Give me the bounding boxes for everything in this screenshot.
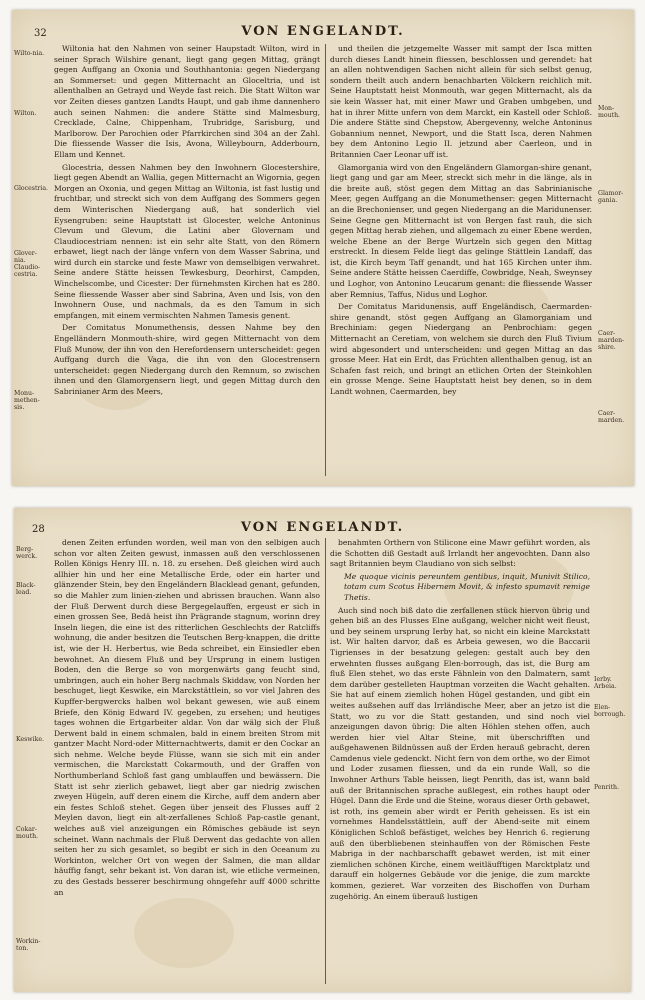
paragraph: Auch sind noch biß dato die zerfallenen stück hiervon übrig und gehen biß an des Flusses Elne außgang, welcher nicht weit fleust, und bey seinem ursprung Ierby hat, so nicht ein kleine Marckstatt ist. Wir halten darvor, daß es Arbeia gewesen, wo die Baccarii Tigrienses in der besatzung gelegen: gestalt auch bey den erwehnten flusses außgang Elen-borrough, das ist, die Burg am fluß Elen stehet, wo das erste Fähnlein von den Dalmatern, samt dem darüber gestelleten Hauptman vorzeiten die Wacht gehalten. Sie hat auf einem ziemlich hohen Hügel gestanden, und gibt ein weites außsehen auff das Irrländische Meer, aber an jetzo ist die Statt, wo zu vor die Statt gestanden, und sind noch viel anzeigungen davon übrig: Die alten Höhlen stehen offen, auch werden hier viel Altar Steine, mit überschrifften und außgehawenen Bildnüssen auß der Erden herauß gebracht, deren Camdenus viele gedenckt. Nicht fern von dem orthe, wo der Eimot und Loder zusamen fliessen, und da ein runde Wall, so die Inwohner Arthurs Table heissen, liegt Penrith, das ist, wann bald auß der Britannischen sprache außlegest, ein rothes haupt oder Hügel. Dann die Erde und die Steine, woraus dieser Orth gebawet, ist roth, ins gemein aber wirdt er Perith geheissen. Es ist ein vornehmes Handelsstättlein, auff der Abend-seite mit einem Königlichen Schloß befästiget, welches bey Henrich 6. regierung auß den überbliebenen steinhauffen von der Römischen Feste Mabriga in der nachbarschafft gebawet werden, ist mit einer ziemlichen schönen Kirche, einem weitläufftigen Marcktplatz und darauff ein holgernes Gebäude vor die jenige, die zum marckte kommen, gezieret. War vorzeiten des Bischoffen von Durham zugehörig. An einem überauß lustigen	[330, 605, 590, 901]
left-text-column	[54, 44, 320, 400]
margin-note: Ierby. Arbeia.	[594, 676, 617, 690]
latin-verse: Me quoque vicinis pereuntem gentibus, inquit, Munivit Stilico, totam cum Scotus Hibernem Movit, & infesto spumavit remige Thetis.	[344, 571, 590, 602]
paragraph: Glocestria, dessen Nahmen bey den Inwohnern Glocestershire, liegt gegen Abendt an Wallia, gegen Mitternacht an Wigornia, gegen Morgen an Oxonia, und gegen Mittag an Wiltonia, ist fast lustig und fruchtbar, und streckt sich von dem Auffgang des Sommers gegen dem Winterischen Niedergang auß, hat sonderlich viel Eysengruben: seine Hauptstatt ist Glocester, welche Antoninus Clevum und Glevum, die Latini aber Glovernam und Claudiocestriam nennen: ist ein sehr alte Statt, von den Römern erbawet, liegt nach der länge vnfern von dem Wasser Sabrina, und wird durch ein starcke und feste Mawr von demselbigen verwahret. Seine andere Stätte heissen Tewkesburg, Deorhirst, Campden, Winchelscombe, und Cicester: Der fürnehmsten Kirchen hat es 280. Seine fliessende Wasser aber sind Sabrina, Aven und Isis, von den Inwohnern Ouse, und nachmals, da es den Tamum in sich empfangen, mit einem vermischten Nahmen Tamesis genent.	[54, 162, 320, 320]
margin-note: Berg-werck.	[16, 546, 38, 560]
left-text-column	[54, 538, 320, 900]
margin-note: Monu-methen-sis.	[14, 390, 40, 411]
paper-stain	[134, 898, 234, 968]
column-rule	[325, 44, 326, 476]
paragraph: Der Comitatus Maridunensis, auff Engeländisch, Caermarden-shire genandt, stöst gegen Auffgang an Glamorganiam und Brechiniam: gegen Niedergang an Penbrochiam: gegen Mitternacht an Ceretiam, von welchem sie durch den Fluß Tivium wird abgesondert und unterscheiden: und gegen Mittag an das grosse Meer. Hat ein Erdt, das Früchten allenthalben genug, ist an Schafen fast reich, und bringt an etlichen Orten der Steinkohlen ein grosse Menge. Seine Hauptstatt heist bey denen, so in dem Landt wohnen, Caermarden, bey	[330, 302, 592, 396]
margin-note: Black-lead.	[16, 582, 36, 596]
margin-note: Glamor-gania.	[598, 190, 624, 204]
paragraph: benahmten Orthern von Stilicone eine Mawr geführt worden, als die Schotten diß Gestadt auß Irrlandt her angevochten. Dann also sagt Britannien beym Claudiano von sich selbst:	[330, 538, 590, 569]
paragraph: Glamorgania wird von den Engeländern Glamorgan-shire genant, liegt gang und gar am Meer, streckt sich mehr in die länge, als in die breite auß, stöst gegen dem Mittag an das Sabrinianische Meer, gegen Auffgang an die Monumethenser: gegen Mitternacht an die Brechonienser, und gegen Niedergang an die Maridunenser. Seine Gegne gen Mitternacht ist von Bergen fast rauh, die sich gegen Mittag herab ziehen, und allgemach zu einer Ebene werden, welche Ebene an der Berge Wurtzeln sich gegen den Mittag erstreckt. In diesem Felde liegt das gelinge Stättlein Landaff, das ist, die Kirch beym Taff genandt, und hat 165 Kirchen unter ihm. Seine andere Stätte heissen Caerdiffe, Cowbridge, Neah, Sweynsey und Loghor, von Antonino Leucarum genant: die fliessende Wasser aber Remnius, Taffus, Nidus und Loghor.	[330, 162, 592, 299]
margin-note: Caer-marden.	[598, 410, 625, 424]
column-rule	[325, 538, 326, 984]
margin-note: Caer-marden-shire.	[598, 330, 625, 351]
right-text-column	[330, 538, 590, 904]
paragraph: und theilen die jetzgemelte Wasser mit sampt der Isca mitten durch dieses Landt hinein fliessen, beschlossen und gerendet: hat an allen nohtwendigen Sachen nicht allein für sich selbst genug, sondern theilt auch andern benachbarten Völckern reichlich mit. Seine Hauptstatt heist Monmouth, war gegen Mitternacht, als da sie kein Wasser hat, mit einer Mawr und Graben umbgeben, und hat in ihrer Mitte unfern von dem Marckt, ein Kastell oder Schloß. Die andere Stätte sind Chepstow, Abergevenny, welche Antoninus Gobannium nennet, Newport, und die Statt Isca, deren Nahmen bey dem Antonino Legio II. jetzund aber Caerleon, und in Britannien Caer Leonar uff ist.	[330, 44, 592, 159]
margin-note: Elen-borrough.	[594, 704, 626, 718]
right-text-column	[330, 44, 592, 400]
margin-note: Wilto-nia.	[14, 50, 45, 57]
bottom-page-leaf	[14, 508, 631, 992]
page-number: 32	[34, 28, 47, 39]
margin-note: Glocestria.	[14, 185, 49, 192]
margin-note: Wilton.	[14, 110, 37, 117]
margin-note: Cokar-mouth.	[16, 826, 39, 840]
margin-note: Mon-mouth.	[598, 105, 621, 119]
margin-note: Glover-nia. Claudio-cestria.	[14, 250, 41, 278]
paragraph: denen Zeiten erfunden worden, weil man von den selbigen auch schon vor alten Zeiten gewust, inmassen auß den verschlossenen Rollen Königs Henry III. n. 18. zu ersehen. Deß gleichen wird auch allhier hin und her eine Metallische Erde, oder ein harter und glänzender Stein, bey den Engeländern Blacklead genant, gefunden, so die Mahler zum linien-ziehen und abrissen brauchen. Wann also der Fluß Derwent durch diese Bergegelauffen, ergeust er sich in einen grossen See, Bedä heist ihn Prägrande stagnum, worinn drey Inseln liegen, die eine ist des ritterlichen Geschlechts der Ratcliffs wohnung, die ander besitzen die Teutschen Berg-knappen, die dritte ist, wie der H. Herbertus, wie Beda schreibet, ein Einsiedler eben bewohnet. An diesem Fluß und bey Ursprung in einem lustigen Boden, den die Berge so von morgenwärts gang feucht sind, umbringen, auch ein hoher Berg nachmals Skiddaw, von Norden her beschuget, liegt Keswike, ein Marckstättlein, so vor viel Jahren des Kupffer-bergwercks halben wol bekant gewesen, wie auß einem Briefe, den König Edward IV. gegeben, zu ersehen; und heutiges tages wohnen die Ertgarbeiter aldar. Von dar wälg sich der Fluß Derwent bald in einem schmalen, bald in einem breiten Strom mit gantzer Macht Nord-oder Mitternachtwerts, damit er den Cockar an sich nehme. Welche beyde Flüsse, wann sie sich mit ein ander vermischen, die Marckstatt Cokarmouth, und der Graffen von Northumberland Schloß fast gang umblauffen und bewässern. Die Statt ist sehr zierlich gebawet, liegt aber gar niedrig zwischen zweyen Hügeln, auff deren einem die Kirche, auff dem andern aber ein festes Schloß stehet. Gegen über jenseit des Flusses auff 2 Meylen davon, liegt ein alt-zerfallenes Schloß Pap-castle genant, welches auß viel anzeigungen ein Römisches gebäude ist seyn scheinet. Wann nachmals der Fluß Derwent das gedachte von allen seiten her zu sich gesamlet, so begibt er sich in den Oceanum zu Workinton, welcher Ort von wegen der Salmen, die man alldar häuffig fangt, sehr bekant ist. Von daran ist, wie etliche vermeinen, zu des Gestads besserer beschirmung ohngefehr auff 4000 schritte an	[54, 538, 320, 897]
margin-note: Workin-ton.	[16, 938, 41, 952]
top-page-leaf	[12, 10, 634, 486]
paragraph: Der Comitatus Monumethensis, dessen Nahme bey den Engelländern Monmouth-shire, wird gegen Mitternacht von dem Fluß Munow, der ihn von den Herefordensern unterscheidet: gegen Auffgang durch die Vaga, die ihn von den Glocestrensern unterscheidet: gegen Niedergang durch den Remnum, so zwischen ihnen und den Glamorgensern liegt, und gegen Mittag durch den Sabrinianer Arm des Meers,	[54, 323, 320, 396]
paragraph: Wiltonia hat den Nahmen von seiner Haupstadt Wilton, wird in seiner Sprach Wilshire genant, liegt gang gegen Mittag, grängt gegen Auffgang an Oxonia und Southhantonia: gegen Niedergang an Sommerset: und gegen Mitternacht an Gloceltria, und ist allenthalben an Getrayd und Weyde fast reich. Die Statt Wilton war vor Zeiten dieses gantzen Landts Haupt, und gab ihme dannenhero auch seinen Nahmen: die andere Stätte sind Malmesburg, Crecklade, Calne, Chippenham, Trubridge, Sarisburg, und Marlborow. Der Parochien oder Pfarrkirchen sind 304 an der Zahl. Die fliessende Wasser die Isis, Avona, Willeybourn, Adderbourn, Ellam und Kennet.	[54, 44, 320, 159]
margin-note: Penrith.	[594, 784, 619, 791]
page-number: 28	[32, 524, 45, 535]
margin-note: Keswike.	[16, 736, 44, 743]
running-head: VON ENGELANDT.	[241, 24, 405, 39]
running-head: VON ENGELANDT.	[240, 520, 405, 535]
